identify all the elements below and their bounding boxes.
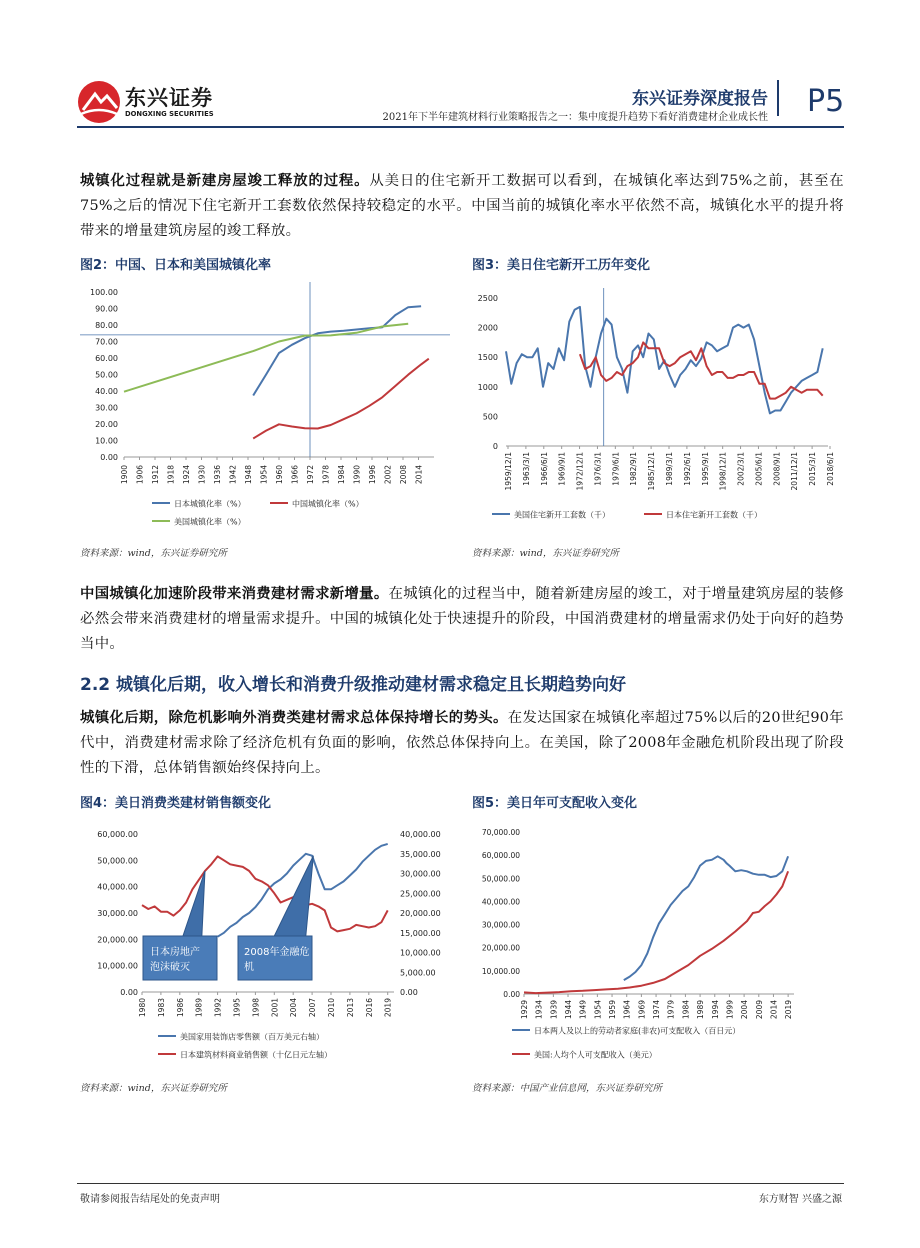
paragraph-1 [80,168,844,244]
logo-text-cn: 东兴证券 [125,86,213,110]
fig5-xtick: 1974 [652,1000,662,1020]
fig4-legend-japan-label: 日本建筑材料商业销售额（十亿日元左轴） [180,1050,332,1060]
paragraph-2 [80,581,844,657]
fig2-xtick: 1972 [306,465,315,485]
fig4-xtick: 1989 [194,998,204,1018]
fig4-callout1-line2: 泡沫破灭 [150,962,190,973]
fig2-xtick: 1924 [182,465,191,485]
fig2-ytick: 0.00 [100,453,118,462]
paragraph-3 [80,705,844,781]
fig2-xtick: 2014 [414,465,424,485]
fig2-series-line-0 [253,306,421,395]
fig4-xtick: 1983 [156,998,166,1018]
fig3-xtick: 1963/3/1 [521,452,531,486]
fig3-legend-us-label: 美国住宅新开工套数（千） [514,510,610,520]
fig5-title: 图5：美日年可支配收入变化 [472,796,638,811]
report-title: 东兴证券深度报告 [632,89,768,109]
fig3-xtick: 1979/6/1 [611,452,621,486]
fig5-xtick: 1999 [725,1000,735,1020]
fig3-legend-japan-label: 日本住宅新开工套数（千） [666,510,762,520]
fig3-xtick: 2011/12/1 [790,452,800,491]
fig4-source: 资料来源：wind，东兴证券研究所 [80,1083,227,1094]
footer-slogan: 东方财智 兴盛之源 [758,1194,842,1205]
fig3-xtick: 2008/9/1 [772,452,782,486]
fig4-xtick: 1995 [232,998,242,1018]
fig5-series-line-0 [624,856,788,980]
fig3-source: 资料来源：wind，东兴证券研究所 [472,548,619,559]
fig2-series-line-2 [124,324,408,392]
fig4-callout2-line1: 2008年金融危 [244,947,310,958]
paragraph-2-body: 在城镇化的过程当中，随着新建房屋的竣工，对于增量建筑房屋的装修必然会带来消费建材的增量需求提升。中国的城镇化处于快速提升的阶段，中国消费建材的增量需求仍处于向好的趋势当中。 [80,586,844,652]
fig4-ytick-left: 30,000.00 [97,909,138,918]
fig5-legend-japan-label: 日本两人及以上的劳动者家庭(非农)可支配收入（百日元） [534,1026,741,1036]
fig2-ytick: 70.00 [95,337,118,347]
fig2-ytick: 30.00 [95,403,118,413]
fig5-xtick: 1949 [578,1000,588,1020]
fig3-ytick: 2000 [477,323,498,333]
fig4-xtick: 2007 [308,998,318,1018]
logo-text-en: DONGXING SECURITIES [125,110,214,118]
fig4-ytick-left: 60,000.00 [97,830,138,839]
fig3-ytick: 0 [492,442,498,451]
fig5-ytick: 20,000.00 [481,943,520,953]
fig2-xtick: 1918 [166,465,176,485]
fig5-ytick: 40,000.00 [481,897,520,907]
fig4-ytick-right: 40,000.00 [400,830,441,839]
fig3-ytick: 2500 [477,294,498,303]
fig4-xtick: 1992 [213,998,223,1018]
fig2-ytick: 80.00 [95,321,118,330]
fig4-xtick: 1980 [138,998,147,1018]
paragraph-1-body: 从美日的住宅新开工数据可以看到，在城镇化率达到75%之前，甚至在75%之后的情况下住宅新开工套数依然保持较稳定的水平。中国当前的城镇化率水平依然不高，城镇化水平的提升将带来的增量建筑房屋的竣工释放。 [80,173,845,239]
fig4-xtick: 1998 [251,998,261,1018]
fig5-ytick: 50,000.00 [481,874,520,884]
fig5-source: 资料来源：中国产业信息网，东兴证券研究所 [472,1083,663,1094]
fig4-xtick: 2001 [270,998,280,1018]
fig5-xtick: 1989 [696,1000,706,1020]
fig5-ytick: 0.00 [503,990,520,999]
footer-rule [77,1183,844,1184]
fig2-ytick: 90.00 [95,304,118,314]
fig5-xtick: 1994 [710,1000,720,1020]
fig4-chart [80,818,465,1068]
fig5-xtick: 2009 [754,1000,764,1020]
logo-mark-icon [77,80,121,124]
paragraph-2-lead: 中国城镇化加速阶段带来消费建材需求新增量。 [80,585,389,602]
fig5-xtick: 1934 [534,1000,544,1020]
fig5-ytick: 70,000.00 [481,828,520,837]
fig4-ytick-right: 5,000.00 [400,968,436,978]
logo [77,80,227,124]
fig4-title: 图4：美日消费类建材销售额变化 [80,796,272,811]
fig4-callout1-box [143,936,217,980]
fig4-ytick-right: 10,000.00 [400,948,441,958]
fig2-ytick: 10.00 [95,436,118,446]
fig2-ytick: 40.00 [95,387,118,396]
fig5-xtick: 1929 [520,1000,529,1020]
fig4-ytick-left: 50,000.00 [97,856,138,866]
footer-disclaimer: 敬请参阅报告结尾处的免责声明 [80,1194,220,1205]
fig5-ytick: 60,000.00 [481,851,520,861]
fig5-xtick: 2004 [740,1000,750,1020]
fig3-xtick: 2015/3/1 [808,452,818,486]
fig2-xtick: 1960 [275,465,284,485]
fig4-xtick: 2010 [327,998,336,1018]
fig5-xtick: 1979 [666,1000,676,1020]
report-subtitle: 2021年下半年建筑材料行业策略报告之一：集中度提升趋势下看好消费建材企业成长性 [382,112,768,123]
fig2-xtick: 2008 [399,465,408,485]
fig2-xtick: 1954 [259,465,269,485]
fig2-xtick: 1942 [228,465,238,485]
fig3-ytick: 1500 [477,353,498,363]
fig4-ytick-right: 15,000.00 [400,928,441,938]
fig4-ytick-right: 25,000.00 [400,889,441,899]
fig5-xtick: 1964 [622,1000,632,1020]
fig4-ytick-left: 40,000.00 [97,882,138,892]
fig4-xtick: 2004 [289,998,299,1018]
fig2-chart [80,278,460,533]
fig4-xtick: 2019 [383,998,393,1018]
fig4-ytick-right: 20,000.00 [400,909,441,918]
page-number: P5 [807,84,845,119]
fig2-xtick: 1936 [213,465,222,485]
fig5-chart [472,818,847,1068]
fig2-ytick: 20.00 [95,420,118,429]
fig5-xtick: 1954 [593,1000,603,1020]
fig4-ytick-right: 35,000.00 [400,849,441,859]
fig5-ytick: 30,000.00 [481,920,520,930]
fig4-ytick-left: 10,000.00 [97,961,138,971]
fig3-xtick: 1995/9/1 [700,452,710,486]
fig3-ytick: 1000 [477,382,498,392]
fig5-xtick: 1944 [564,1000,574,1020]
fig3-xtick: 1959/12/1 [504,452,513,491]
fig2-series-line-1 [253,359,429,439]
fig4-xtick: 2013 [345,998,355,1018]
fig2-xtick: 1930 [197,465,207,485]
fig4-ytick-right: 0.00 [400,988,418,997]
fig2-xtick: 1900 [120,465,129,485]
fig5-xtick: 2014 [769,1000,779,1020]
fig2-ytick: 60.00 [95,354,118,363]
fig5-xtick: 1969 [637,1000,647,1020]
fig2-ytick: 100.00 [90,288,118,297]
fig2-xtick: 1966 [290,465,300,485]
paragraph-3-lead: 城镇化后期，除危机影响外消费类建材需求总体保持增长的势头。 [80,709,508,726]
fig4-callout2-pointer [274,856,313,936]
fig3-xtick: 2018/6/1 [826,452,835,486]
fig3-xtick: 2002/3/1 [736,452,746,486]
fig5-ytick: 10,000.00 [481,966,520,976]
fig3-xtick: 1976/3/1 [593,452,603,486]
fig3-xtick: 1982/9/1 [629,452,639,486]
fig2-xtick: 1984 [337,465,346,485]
fig4-callout2-box [238,936,312,980]
fig3-xtick: 1966/6/1 [539,452,549,486]
fig3-title: 图3：美日住宅新开工历年变化 [472,258,651,273]
fig4-callout2-line2: 机 [244,962,254,973]
header-rule [77,126,844,128]
fig2-title: 图2：中国、日本和美国城镇化率 [80,258,272,273]
fig3-chart [472,278,847,533]
fig2-ytick: 50.00 [95,370,118,380]
paragraph-1-lead: 城镇化过程就是新建房屋竣工释放的过程。 [80,172,370,189]
fig4-ytick-right: 30,000.00 [400,869,441,879]
paragraph-3-body: 在发达国家在城镇化率超过75%以后的20世纪90年代中，消费建材需求除了经济危机有负面的影响，依然总体保持向上。在美国，除了2008年金融危机阶段出现了阶段性的下滑，总体销售额始终保持向上。 [80,710,844,776]
fig4-legend-us-label: 美国家用装饰店零售额（百万美元右轴） [180,1032,324,1042]
fig2-xtick: 1996 [368,465,377,485]
fig2-xtick: 1906 [135,465,145,485]
fig2-xtick: 2002 [383,465,393,485]
fig4-xtick: 2016 [364,998,374,1018]
fig3-xtick: 1989/3/1 [665,452,674,486]
fig2-source: 资料来源：wind，东兴证券研究所 [80,548,227,559]
fig4-ytick-left: 20,000.00 [97,935,138,945]
fig5-xtick: 1984 [681,1000,691,1020]
fig5-xtick: 2019 [784,1000,794,1020]
fig2-xtick: 1990 [352,465,362,485]
fig3-xtick: 2005/6/1 [754,452,764,486]
fig4-callout1-line1: 日本房地产 [150,947,200,958]
fig2-legend-us-label: 美国城镇化率（%） [174,517,246,527]
header-divider-vertical [777,80,779,116]
fig3-xtick: 1985/12/1 [647,452,657,491]
fig3-ytick: 500 [482,412,498,422]
fig5-legend-us-label: 美国:人均个人可支配收入（美元） [534,1050,657,1060]
fig3-xtick: 1992/6/1 [682,452,692,486]
fig3-xtick: 1998/12/1 [718,452,728,491]
section-heading: 2.2 城镇化后期，收入增长和消费升级推动建材需求稳定且长期趋势向好 [80,675,627,695]
fig2-legend-japan-label: 日本城镇化率（%） [174,499,246,509]
fig2-legend-china-label: 中国城镇化率（%） [292,499,364,509]
fig2-xtick: 1948 [244,465,253,485]
fig2-xtick: 1978 [321,465,331,485]
fig5-xtick: 1959 [608,1000,618,1020]
fig3-xtick: 1972/12/1 [575,452,585,491]
fig4-ytick-left: 0.00 [120,988,138,997]
fig3-xtick: 1969/9/1 [557,452,567,486]
fig4-xtick: 1986 [175,998,185,1018]
fig5-xtick: 1939 [549,1000,559,1020]
fig2-xtick: 1912 [151,465,160,485]
